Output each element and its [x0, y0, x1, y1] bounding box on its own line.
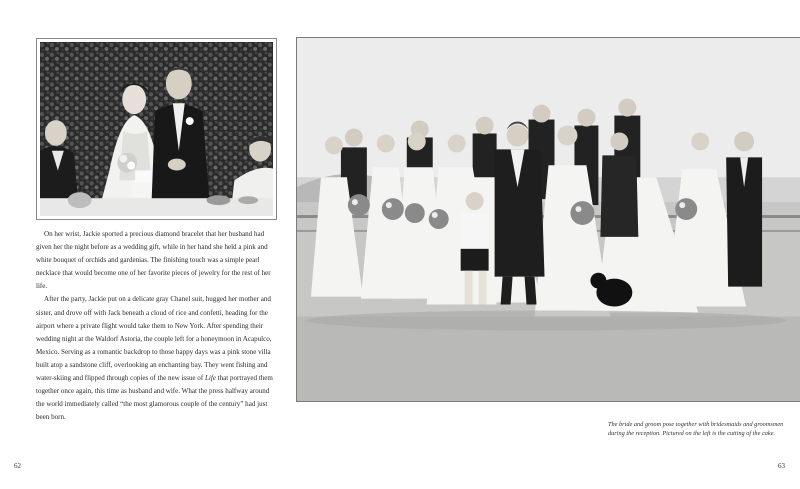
photo-caption: The bride and groom pose together with bridesmaids and groomsmen during the reception. Pictured on the left is the cutting of the cake.	[608, 421, 784, 438]
article-body	[36, 228, 279, 424]
wedding-party-photo	[296, 37, 800, 402]
cake-cutting-photo	[36, 38, 277, 220]
cake-cutting-image	[40, 42, 273, 216]
wedding-party-image	[297, 38, 800, 401]
paragraph-2: After the party, Jackie put on a delicate gray Chanel suit, hugged her mother and sister, and drove off with Jack beneath a cloud of rice and confetti, heading for the airport where a private flight would take them to New York. After spending their wedding night at the Waldorf Astoria, the couple left for a honeymoon in Acapulco, Mexico. Serving as a romantic backdrop to those happy days was a pink stone villa built atop a sandstone cliff, overlooking an enchanting bay. They went fishing and water-skiing and flipped through copies of the new issue of Life that portrayed them together once again, this time as husband and wife. What the press halfway around the world immediately called “the most glamorous couple of the century” had just been born.	[36, 295, 273, 422]
paragraph-1: On her wrist, Jackie sported a precious diamond bracelet that her husband had given her the night before as a wedding gift, while in her hand she held a pink and white bouquet of orchids and gardenias. The finishing touch was a simple pearl necklace that would become one of her favorite pieces of jewelry for the rest of her life.	[36, 230, 271, 291]
page-number-left: 62	[14, 462, 21, 470]
page-number-right: 63	[778, 462, 785, 470]
